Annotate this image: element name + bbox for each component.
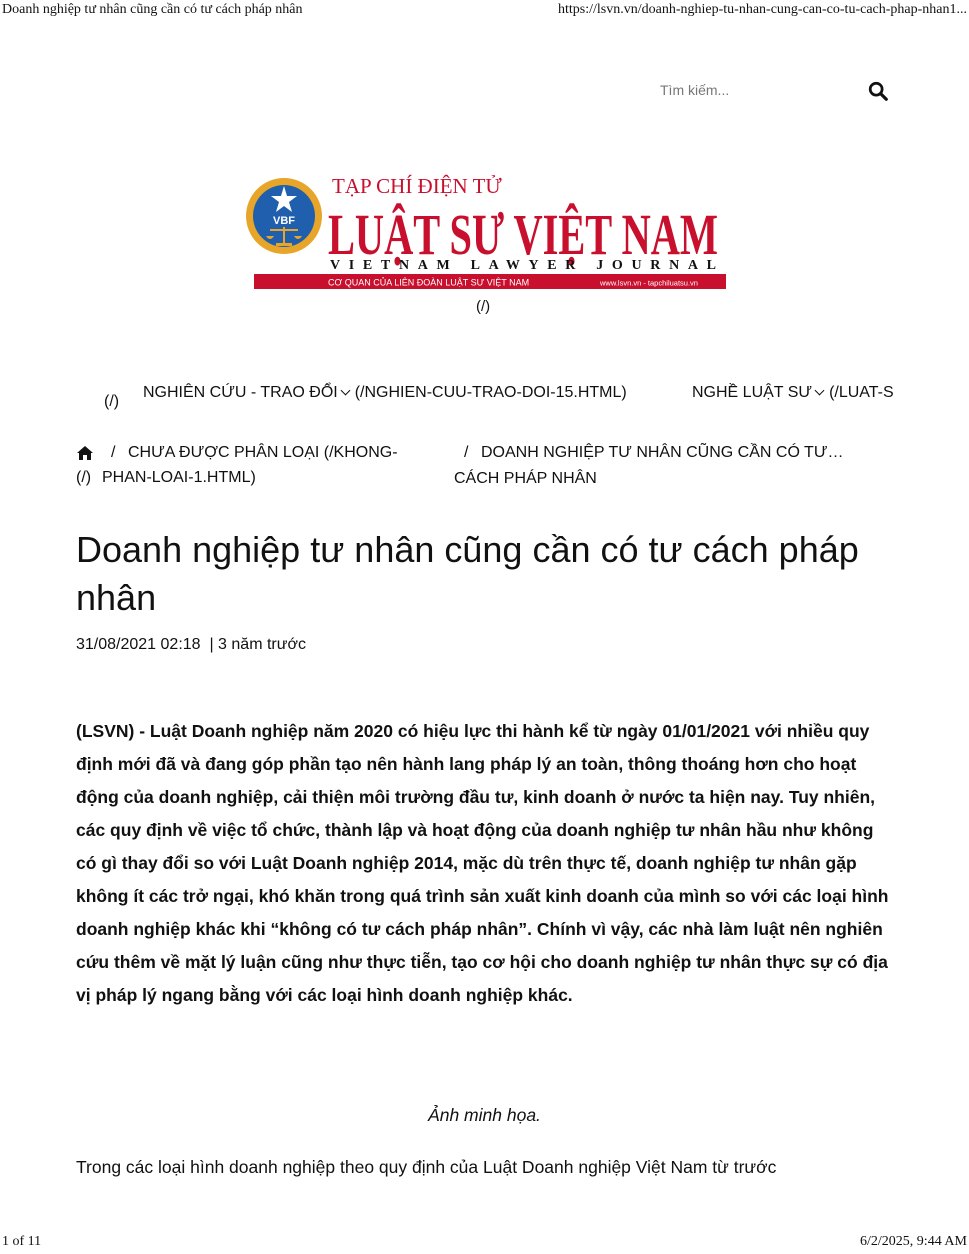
chevron-down-icon bbox=[815, 386, 825, 396]
nav-item-nghien-cuu[interactable] bbox=[143, 384, 627, 402]
logo-band-left: CƠ QUAN CỦA LIÊN ĐOÀN LUẬT SƯ VIỆT NAM bbox=[328, 277, 530, 288]
image-caption: Ảnh minh họa. bbox=[428, 1105, 541, 1125]
nav-item-link: (/LUAT-S bbox=[829, 384, 894, 401]
nav-item-label: NGHỀ LUẬT SƯ bbox=[692, 384, 813, 401]
print-page-title: Doanh nghiệp tư nhân cũng cần có tư cách pháp nhân bbox=[2, 2, 303, 17]
print-page-url: https://lsvn.vn/doanh-nghiep-tu-nhan-cung-can-co-tu-cach-phap-nhan1... bbox=[558, 2, 967, 17]
logo-top-line: TẠP CHÍ ĐIỆN TỬ bbox=[332, 174, 502, 198]
breadcrumb-separator: / bbox=[464, 444, 469, 461]
lead-source: (LSVN) - bbox=[76, 721, 146, 741]
nav-home-link[interactable]: (/) bbox=[104, 393, 120, 410]
lead-text: Luật Doanh nghiệp năm 2020 có hiệu lực thi hành kể từ ngày 01/01/2021 với nhiều quy định mới đã và đang góp phần tạo nên hành lang pháp lý an toàn, thông thoáng hơn cho hoạt động của doanh nghiệp, cải thiện môi trường đầu tư, kinh doanh ở nước ta hiện nay. Tuy nhiên, các quy định về việc tổ chức, thành lập và hoạt động của doanh nghiệp tư nhân hầu như không có gì thay đổi so với Luật Doanh nghiệp 2014, mặc dù trên thực tế, doanh nghiệp tư nhân gặp không ít các trở ngại, khó khăn trong quá trình sản xuất kinh doanh của mình so với các loại hình doanh nghiệp khác khi “không có tư cách pháp nhân”. Chính vì vậy, các nhà làm luật nên nghiên cứu thêm về mặt lý luận cũng như thực tiễn, tạo cơ hội cho doanh nghiệp tư nhân thực sự có địa vị pháp lý ngang bằng với các loại hình doanh nghiệp khác. bbox=[76, 721, 889, 1005]
breadcrumb-home-link[interactable]: (/) bbox=[76, 469, 92, 486]
main-nav bbox=[104, 380, 912, 414]
breadcrumb-current: DOANH NGHIỆP TƯ NHÂN CŨNG CẦN CÓ TƯ… bbox=[481, 444, 844, 461]
nav-item-nghe-luat-su[interactable] bbox=[692, 384, 894, 402]
print-page-number: 1 of 11 bbox=[2, 1234, 42, 1249]
logo-band-right: www.lsvn.vn - tapchiluatsu.vn bbox=[600, 278, 698, 288]
article-title: Doanh nghiệp tư nhân cũng cần có tư cách pháp nhân bbox=[76, 529, 859, 618]
search-bar bbox=[650, 72, 895, 108]
print-datetime: 6/2/2025, 9:44 AM bbox=[860, 1234, 967, 1249]
search-input[interactable] bbox=[650, 73, 850, 107]
breadcrumb-separator: / bbox=[111, 444, 116, 461]
home-icon[interactable] bbox=[76, 445, 94, 461]
article-meta bbox=[76, 636, 306, 654]
logo-sub-text: VIETNAM LAWYER JOURNAL bbox=[330, 258, 716, 273]
logo-main-text: LUẬT SƯ VIỆT NAM bbox=[328, 202, 718, 267]
chevron-down-icon bbox=[340, 386, 350, 396]
article-paragraph: Trong các loại hình doanh nghiệp theo quy định của Luật Doanh nghiệp Việt Nam từ trước bbox=[76, 1157, 777, 1177]
breadcrumb-category[interactable]: CHƯA ĐƯỢC PHÂN LOẠI (/KHONG- bbox=[128, 444, 398, 461]
nav-item-link: (/NGHIEN-CUU-TRAO-DOI-15.HTML) bbox=[354, 384, 627, 401]
nav-item-label: NGHIÊN CỨU - TRAO ĐỔI bbox=[143, 384, 338, 401]
breadcrumb-category-cont[interactable]: PHAN-LOAI-1.HTML) bbox=[102, 469, 256, 486]
article-date: 31/08/2021 02:18 bbox=[76, 636, 201, 653]
breadcrumb-current-cont: CÁCH PHÁP NHÂN bbox=[454, 470, 597, 487]
article-relative-time: | 3 năm trước bbox=[209, 636, 306, 653]
article-lead bbox=[76, 715, 894, 1012]
breadcrumb bbox=[76, 440, 891, 496]
logo-home-link[interactable]: (/) bbox=[476, 298, 491, 315]
site-logo[interactable] bbox=[244, 172, 726, 292]
search-icon[interactable] bbox=[867, 80, 889, 102]
logo-emblem-text: VBF bbox=[273, 215, 295, 227]
logo-emblem bbox=[246, 178, 322, 254]
